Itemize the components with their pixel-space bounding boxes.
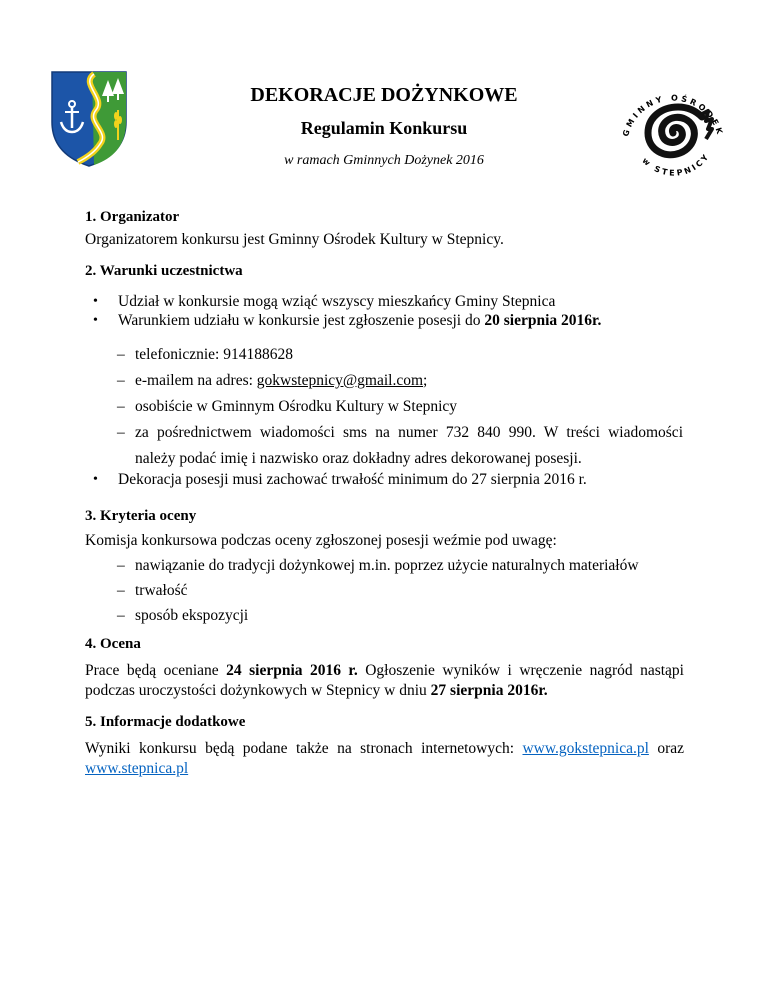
evaluation-text-1: Prace będą oceniane (85, 662, 227, 679)
criteria-item-durability: – trwałość (135, 581, 188, 601)
ceremony-date: 27 sierpnia 2016r. (430, 682, 548, 699)
criteria-intro: Komisja konkursowa podczas oceny zgłoszonej posesji weźmie pod uwagę: (85, 532, 557, 549)
email-link[interactable]: gokwstepnicy@gmail.com (256, 372, 424, 389)
gok-ring-bottom-text: w STEPNICY (640, 151, 712, 178)
contact-sms-line-1: – za pośrednictwem wiadomości sms na numer 732 840 990. W treści wiadomości (135, 423, 683, 443)
gokstepnica-link[interactable]: www.gokstepnica.pl (522, 740, 649, 757)
additional-line-2 (85, 759, 188, 779)
section-heading-organizer: 1. Organizator (85, 209, 180, 225)
additional-line-1 (85, 739, 684, 759)
stepnica-link[interactable]: www.stepnica.pl (85, 760, 189, 777)
conditions-bullet-3: • Dekoracja posesji musi zachować trwałość minimum do 27 sierpnia 2016 r. (118, 470, 587, 490)
contact-sms-line-2: należy podać imię i nazwisko oraz dokładny adres dekorowanej posesji. (135, 450, 582, 467)
evaluation-line-1 (85, 661, 684, 681)
conditions-bullet-2-text: Warunkiem udziału w konkursie jest zgłoszenie posesji do (118, 312, 485, 329)
evaluation-date: 24 sierpnia 2016 r. (226, 662, 358, 679)
deadline-date: 20 sierpnia 2016r. (484, 312, 602, 329)
section-heading-criteria: 3. Kryteria oceny (85, 508, 197, 524)
criteria-item-exposition: – sposób ekspozycji (135, 606, 248, 626)
conditions-bullet-1: • Udział w konkursie mogą wziąć wszyscy mieszkańcy Gminy Stepnica (118, 292, 555, 312)
additional-conjunction: oraz (648, 740, 685, 757)
criteria-item-tradition: – nawiązanie do tradycji dożynkowej m.in. poprzez użycie naturalnych materiałów (135, 556, 639, 576)
document-title: DEKORACJE DOŻYNKOWE (250, 84, 518, 106)
organizer-text: Organizatorem konkursu jest Gminny Ośrodek Kultury w Stepnicy. (85, 231, 504, 248)
contact-email-suffix: ; (423, 372, 428, 389)
conditions-bullet-2 (118, 311, 601, 331)
additional-text: Wyniki konkursu będą podane także na stronach internetowych: (85, 740, 523, 757)
contact-phone: – telefonicznie: 914188628 (135, 345, 293, 365)
document-subtitle: Regulamin Konkursu (300, 118, 468, 138)
section-heading-conditions: 2. Warunki uczestnictwa (85, 263, 243, 279)
evaluation-text-3: podczas uroczystości dożynkowych w Stepnicy w dniu (85, 682, 431, 699)
contact-in-person: – osobiście w Gminnym Ośrodku Kultury w Stepnicy (135, 397, 457, 417)
evaluation-line-2 (85, 681, 548, 701)
document-occasion: w ramach Gminnych Dożynek 2016 (284, 153, 484, 168)
section-heading-additional: 5. Informacje dodatkowe (85, 714, 246, 730)
evaluation-text-2: Ogłoszenie wyników i wręczenie nagród nastąpi (357, 662, 684, 679)
contact-email-label: e-mailem na adres: (135, 372, 257, 389)
contact-email (135, 371, 427, 391)
section-heading-evaluation: 4. Ocena (85, 636, 141, 652)
gok-ring-top-text: GMINNY OŚRODEK (621, 93, 725, 138)
